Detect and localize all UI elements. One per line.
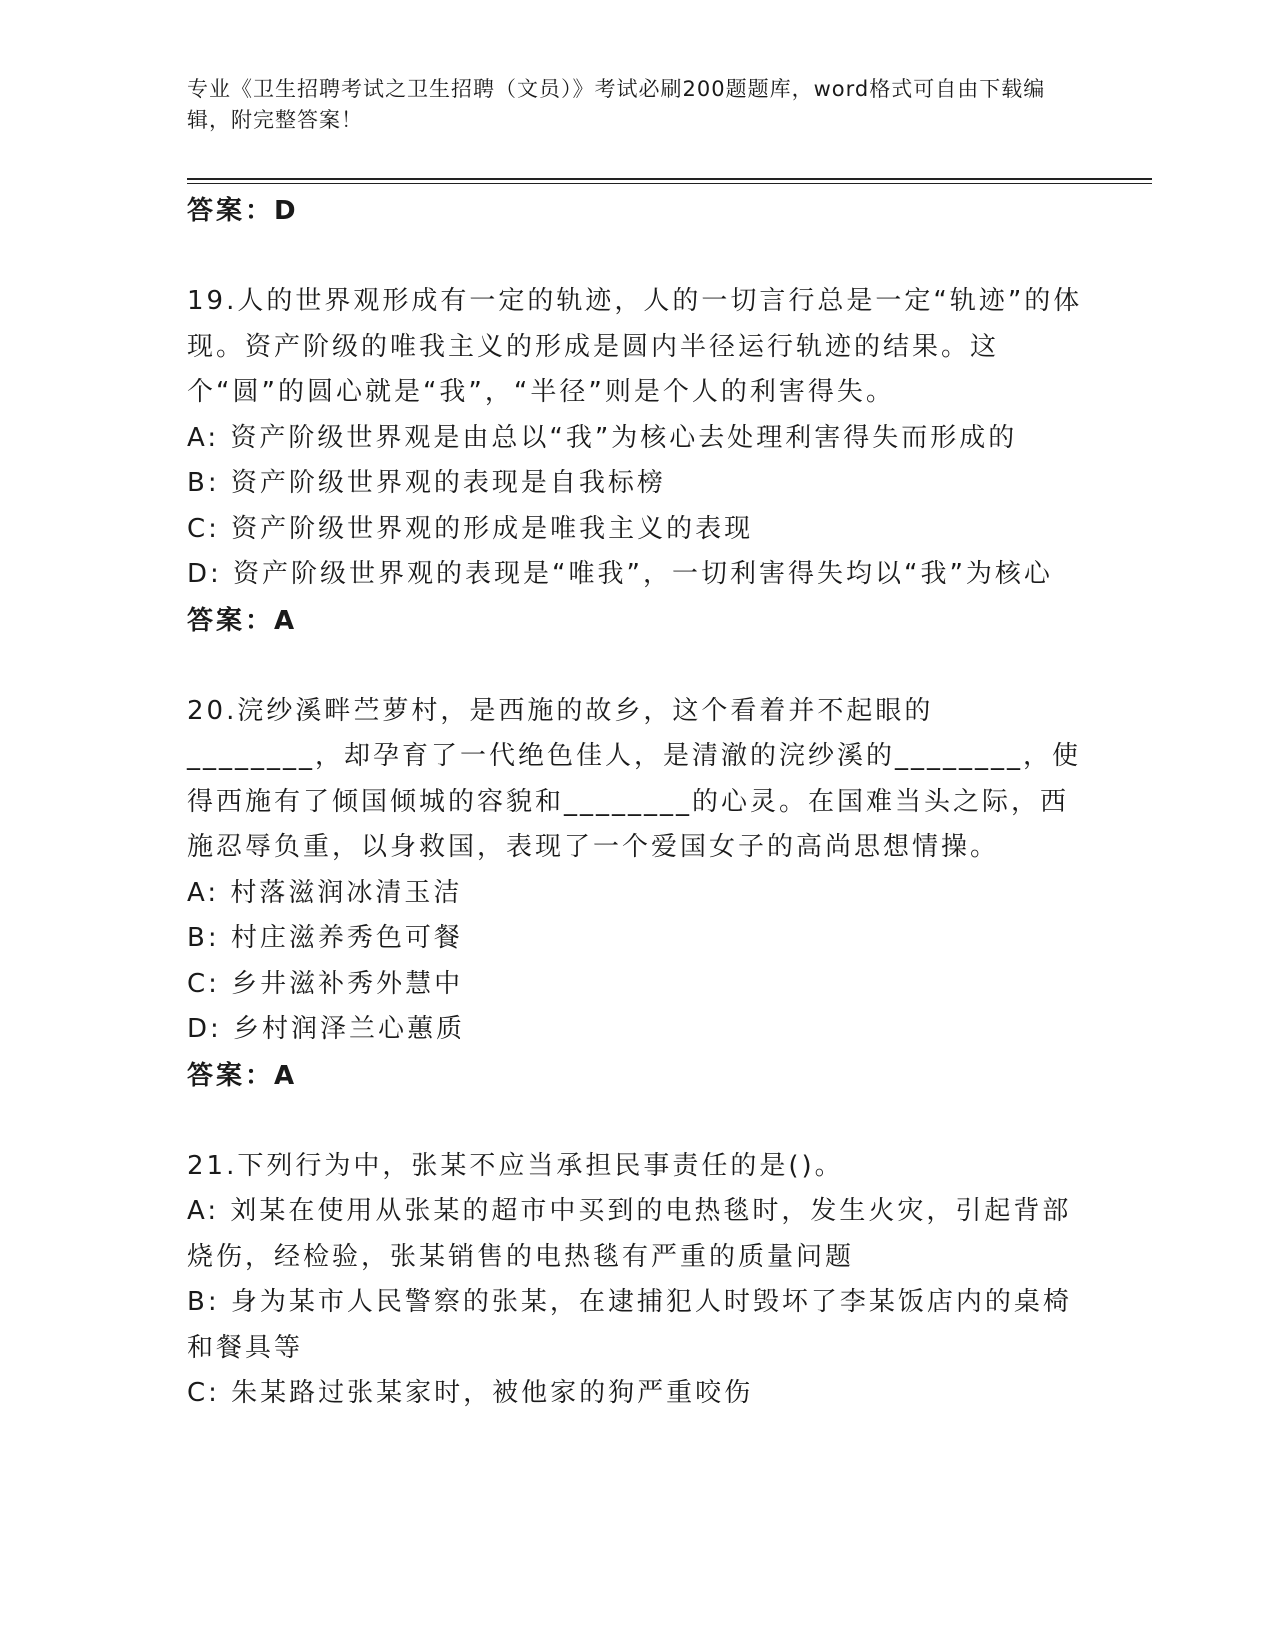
question-20 <box>187 689 1087 1099</box>
answer-line: 答案：A <box>187 1060 298 1091</box>
option-b: B: 资产阶级世界观的表现是自我标榜 <box>187 468 666 498</box>
header-divider <box>187 178 1152 184</box>
option-d: D: 资产阶级世界观的表现是“唯我”，一切利害得失均以“我”为核心 <box>187 559 1053 589</box>
option-a: A: 刘某在使用从张某的超市中买到的电热毯时，发生火灾，引起背部烧伤，经检验，张某销售的电热毯有严重的质量问题 <box>187 1196 1072 1272</box>
question-21 <box>187 1144 1087 1417</box>
option-c: C: 乡井滋补秀外慧中 <box>187 968 464 999</box>
option-c: C: 资产阶级世界观的形成是唯我主义的表现 <box>187 513 754 544</box>
question-text: 20.浣纱溪畔苎萝村，是西施的故乡，这个看着并不起眼的________，却孕育了一代绝色佳人，是清澈的浣纱溪的________，使得西施有了倾国倾城的容貌和________的心灵。在国难当头之际，西施忍辱负重，以身救国，表现了一个爱国女子的高尚思想情操。 <box>187 695 1082 862</box>
option-d: D: 乡村润泽兰心蕙质 <box>187 1014 466 1044</box>
option-a: A: 资产阶级世界观是由总以“我”为核心去处理利害得失而形成的 <box>187 422 1018 453</box>
document-header: 专业《卫生招聘考试之卫生招聘（文员）》考试必刷200题题库，word格式可自由下载编辑，附完整答案！ <box>187 77 1046 132</box>
answer-line: 答案：A <box>187 605 298 636</box>
document-body <box>187 188 1087 1417</box>
option-a: A: 村落滋润冰清玉洁 <box>187 877 463 908</box>
answer-line: 答案：D <box>187 196 299 226</box>
question-text: 19.人的世界观形成有一定的轨迹，人的一切言行总是一定“轨迹”的体现。资产阶级的唯我主义的形成是圆内半径运行轨迹的结果。这个“圆”的圆心就是“我”，“半径”则是个人的利害得失。 <box>187 286 1083 407</box>
option-c: C: 朱某路过张某家时，被他家的狗严重咬伤 <box>187 1378 754 1408</box>
option-b: B: 村庄滋养秀色可餐 <box>187 923 463 953</box>
question-text: 21.下列行为中，张某不应当承担民事责任的是()。 <box>187 1150 844 1181</box>
question-19 <box>187 279 1087 644</box>
option-b: B: 身为某市人民警察的张某，在逮捕犯人时毁坏了李某饭店内的桌椅和餐具等 <box>187 1287 1072 1363</box>
